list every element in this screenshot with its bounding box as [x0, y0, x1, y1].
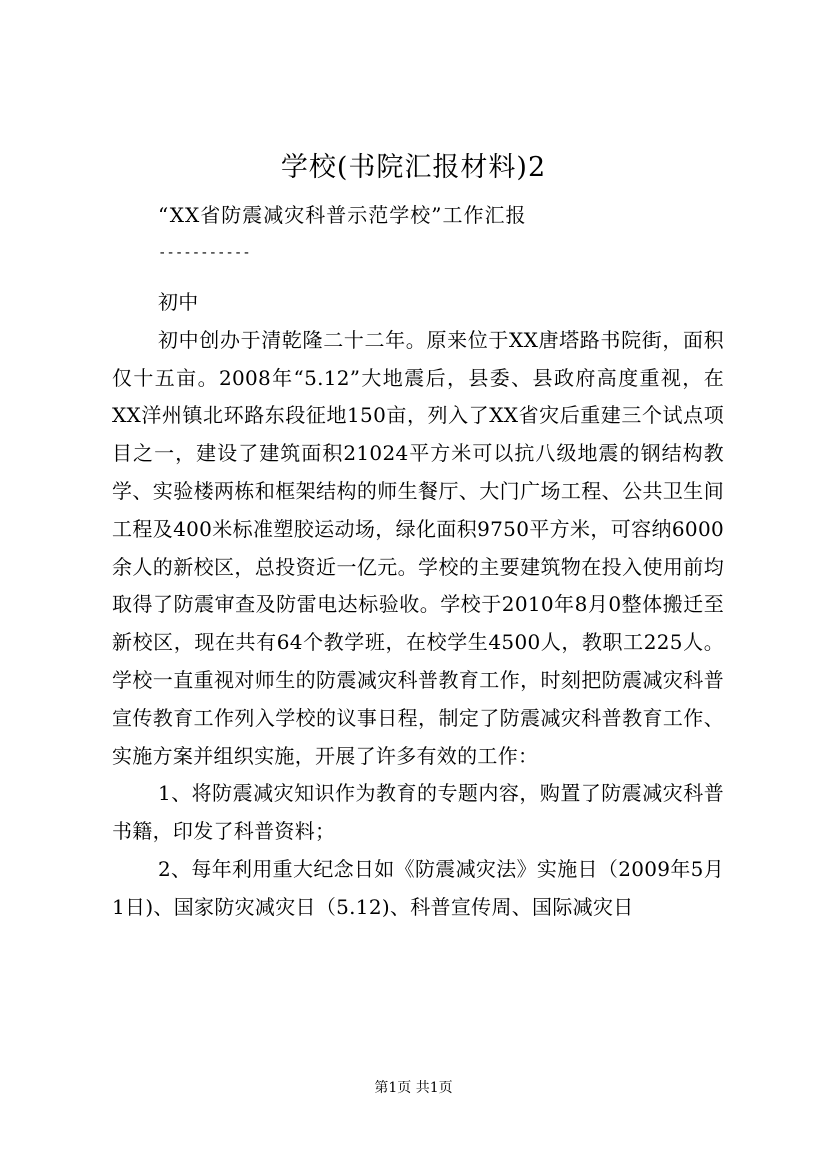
- paragraph-intro: 初中创办于清乾隆二十二年。原来位于XX唐塔路书院街，面积仅十五亩。2008年“5.12”大地震后，县委、县政府高度重视，在XX洋州镇北环路东段征地150亩，列入了XX省灾后重建三个试点项目之一，建设了建筑面积21024平方米可以抗八级地震的钢结构教学、实验楼两栋和框架结构的师生餐厅、大门广场工程、公共卫生间工程及400米标准塑胶运动场，绿化面积9750平方米，可容纳6000余人的新校区，总投资近一亿元。学校的主要建筑物在投入使用前均取得了防震审查及防雷电达标验收。学校于2010年8月0整体搬迁至新校区，现在共有64个教学班，在校学生4500人，教职工225人。学校一直重视对师生的防震减灾科普教育工作，时刻把防震减灾科普宣传教育工作列入学校的议事日程，制定了防震减灾科普教育工作、实施方案并组织实施，开展了许多有效的工作：: [112, 327, 724, 768]
- separator-line: -----------: [158, 245, 251, 261]
- document-body: [112, 284, 724, 927]
- paragraph-item-1: 1、将防震减灾知识作为教育的专题内容，购置了防震减灾科普书籍，印发了科普资料；: [112, 781, 724, 844]
- paragraph-heading: 初中: [158, 290, 199, 314]
- document-title: 学校(书院汇报材料)2: [280, 152, 547, 183]
- document-subtitle: “XX省防震减灾科普示范学校”工作汇报: [158, 203, 527, 227]
- paragraph-item-2: 2、每年利用重大纪念日如《防震减灾法》实施日（2009年5月1日)、国家防灾减灾日（5.12)、科普宣传周、国际减灾日: [112, 856, 724, 919]
- page-footer: 第1页 共1页: [374, 1080, 453, 1096]
